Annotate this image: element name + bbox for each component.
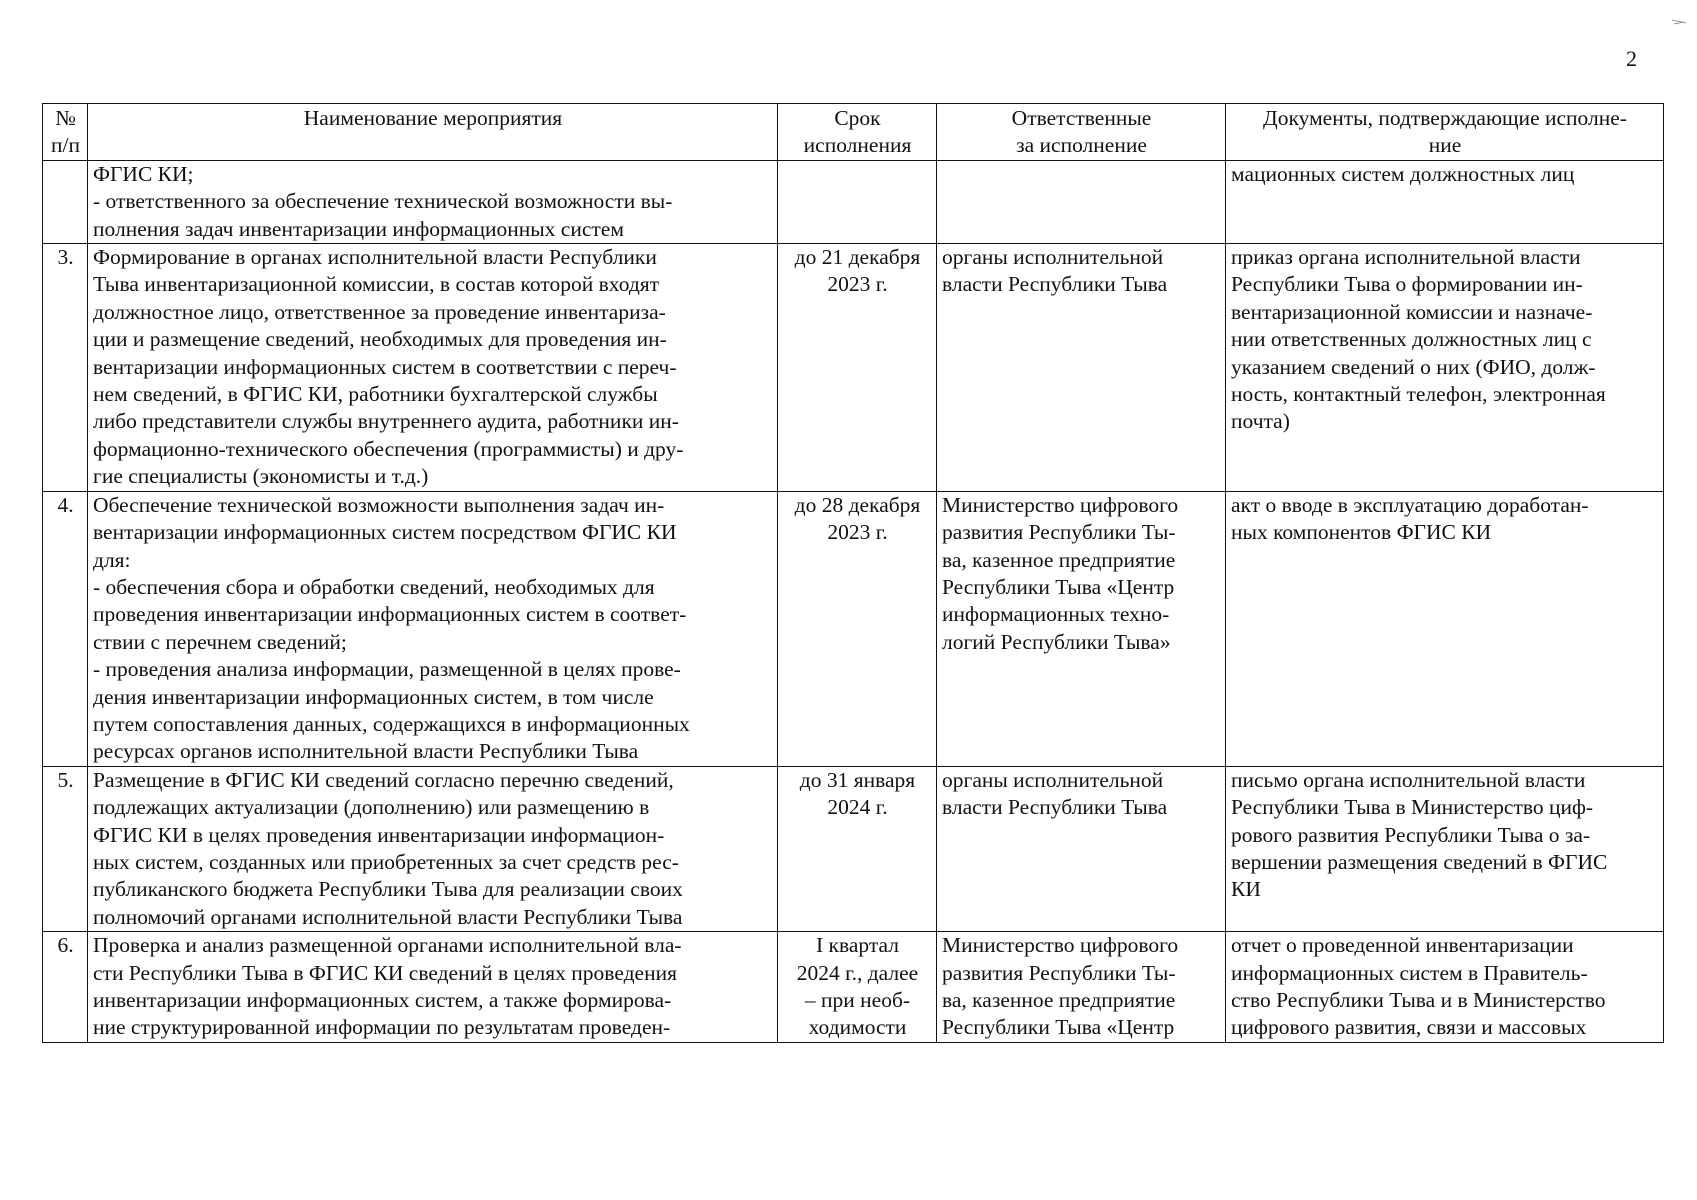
- page-number: 2: [1626, 46, 1637, 71]
- text-line: Республики Тыва «Центр: [942, 574, 1175, 599]
- text-line: Обеспечение технической возможности выполнения задач ин-: [93, 492, 665, 517]
- text-line: сти Республики Тыва в ФГИС КИ сведений в целях проведения: [93, 960, 677, 985]
- header-line: за исполнение: [1016, 133, 1147, 158]
- text-line: ФГИС КИ в целях проведения инвентаризации информацион-: [93, 822, 665, 847]
- header-activity-name: [88, 104, 778, 161]
- text-line: развития Республики Ты-: [942, 520, 1176, 545]
- header-line: ние: [1428, 133, 1462, 158]
- header-deadline: [778, 104, 937, 161]
- text-line: Проверка и анализ размещенной органами исполнительной вла-: [93, 933, 682, 958]
- text-line: почта): [1231, 409, 1290, 434]
- cell-documents: [1226, 160, 1664, 243]
- text-line: 2024 г.: [827, 795, 888, 820]
- text-line: власти Республики Тыва: [942, 795, 1168, 820]
- cell-number: 5.: [43, 766, 88, 931]
- cell-deadline: [778, 491, 937, 766]
- scan-mark: [1672, 18, 1686, 26]
- cell-responsible: [937, 932, 1226, 1043]
- text-line: 2023 г.: [827, 272, 888, 297]
- text-line: отчет о проведенной инвентаризации: [1231, 933, 1574, 958]
- text-line: 2024 г., далее: [796, 960, 919, 985]
- header-line: Наименование мероприятия: [303, 106, 563, 130]
- text-line: дения инвентаризации информационных систем, в том числе: [93, 684, 654, 709]
- header-line: Документы, подтверждающие исполне-: [1263, 106, 1627, 130]
- cell-responsible: [937, 766, 1226, 931]
- text-line: – при необ-: [804, 988, 911, 1012]
- text-line: проведения инвентаризации информационных систем в соответ-: [93, 602, 687, 627]
- table-row: [43, 766, 1664, 931]
- text-line: Формирование в органах исполнительной власти Республики: [93, 245, 657, 270]
- text-line: власти Республики Тыва: [942, 272, 1168, 297]
- text-line: ность, контактный телефон, электронная: [1231, 382, 1606, 407]
- header-line: п/п: [51, 133, 80, 158]
- text-line: либо представители службы внутреннего аудита, работники ин-: [93, 409, 679, 434]
- text-line: 2023 г.: [827, 520, 888, 545]
- cell-deadline: [778, 932, 937, 1043]
- cell-documents: [1226, 932, 1664, 1043]
- text-line: Республики Тыва «Центр: [942, 1015, 1175, 1040]
- text-line: Республики Тыва о формировании ин-: [1231, 272, 1583, 297]
- text-line: КИ: [1231, 877, 1261, 902]
- text-line: Республики Тыва в Министерство циф-: [1231, 795, 1594, 820]
- text-line: ных систем, созданных или приобретенных за счет средств рес-: [93, 849, 679, 874]
- cell-documents: [1226, 491, 1664, 766]
- text-line: органы исполнительной: [942, 245, 1164, 270]
- text-line: - проведения анализа информации, размещенной в целях прове-: [93, 657, 681, 682]
- text-line: должностное лицо, ответственное за проведение инвентариза-: [93, 299, 666, 324]
- text-line: ходимости: [808, 1015, 907, 1040]
- header-documents: [1226, 104, 1664, 161]
- cell-responsible: [937, 160, 1226, 243]
- text-line: Тыва инвентаризационной комиссии, в состав которой входят: [93, 272, 660, 297]
- header-line: Ответственные: [1011, 106, 1152, 130]
- text-line: ствии с перечнем сведений;: [93, 629, 347, 654]
- cell-responsible: [937, 244, 1226, 492]
- table-row: [43, 932, 1664, 1043]
- table-row: [43, 160, 1664, 243]
- text-line: нии ответственных должностных лиц с: [1231, 327, 1592, 352]
- header-number: [43, 104, 88, 161]
- text-line: рового развития Республики Тыва о за-: [1231, 822, 1591, 847]
- text-line: инвентаризации информационных систем, а также формирова-: [93, 988, 672, 1012]
- text-line: нем сведений, в ФГИС КИ, работники бухгалтерской службы: [93, 382, 658, 407]
- text-line: Министерство цифрового: [942, 933, 1179, 958]
- text-line: логий Республики Тыва»: [942, 629, 1171, 654]
- text-line: путем сопоставления данных, содержащихся в информационных: [93, 711, 690, 736]
- text-line: ции и размещение сведений, необходимых для проведения ин-: [93, 327, 667, 352]
- text-line: органы исполнительной: [942, 767, 1164, 792]
- text-line: полномочий органами исполнительной власти Республики Тыва: [93, 904, 683, 929]
- text-line: полнения задач инвентаризации информационных систем: [93, 216, 624, 241]
- text-line: - ответственного за обеспечение технической возможности вы-: [93, 189, 673, 214]
- activities-table: [42, 103, 1664, 1043]
- text-line: гие специалисты (экономисты и т.д.): [93, 464, 429, 489]
- text-line: вентаризации информационных систем посредством ФГИС КИ: [93, 520, 677, 545]
- cell-activity-name: [88, 244, 778, 492]
- text-line: приказ органа исполнительной власти: [1231, 245, 1581, 270]
- text-line: подлежащих актуализации (дополнению) или размещению в: [93, 795, 650, 820]
- text-line: Размещение в ФГИС КИ сведений согласно перечню сведений,: [93, 767, 674, 792]
- text-line: до 21 декабря: [794, 245, 921, 270]
- text-line: до 31 января: [799, 767, 916, 792]
- text-line: информационных техно-: [942, 602, 1170, 627]
- table-header-row: [43, 104, 1664, 161]
- text-line: письмо органа исполнительной власти: [1231, 767, 1586, 792]
- text-line: ных компонентов ФГИС КИ: [1231, 520, 1492, 545]
- text-line: информационных систем в Правитель-: [1231, 960, 1588, 985]
- text-line: Министерство цифрового: [942, 492, 1179, 517]
- cell-documents: [1226, 766, 1664, 931]
- cell-activity-name: [88, 491, 778, 766]
- header-line: №: [55, 106, 76, 130]
- text-line: ресурсах органов исполнительной власти Республики Тыва: [93, 739, 639, 764]
- cell-number: 4.: [43, 491, 88, 766]
- text-line: акт о вводе в эксплуатацию доработан-: [1231, 492, 1589, 517]
- text-line: для:: [93, 547, 131, 572]
- text-line: вершении размещения сведений в ФГИС: [1231, 849, 1608, 874]
- text-line: ние структурированной информации по результатам проведен-: [93, 1015, 671, 1040]
- text-line: до 28 декабря: [794, 492, 921, 517]
- cell-documents: [1226, 244, 1664, 492]
- cell-activity-name: [88, 160, 778, 243]
- text-line: формационно-технического обеспечения (программисты) и дру-: [93, 436, 684, 461]
- text-line: цифрового развития, связи и массовых: [1231, 1015, 1587, 1040]
- table-row: [43, 244, 1664, 492]
- cell-deadline: [778, 766, 937, 931]
- text-line: ство Республики Тыва и в Министерство: [1231, 988, 1606, 1012]
- header-responsible: [937, 104, 1226, 161]
- text-line: мационных систем должностных лиц: [1231, 161, 1575, 186]
- table-row: [43, 491, 1664, 766]
- cell-deadline: [778, 160, 937, 243]
- text-line: ва, казенное предприятие: [942, 988, 1176, 1012]
- cell-activity-name: [88, 766, 778, 931]
- cell-activity-name: [88, 932, 778, 1043]
- text-line: ва, казенное предприятие: [942, 547, 1176, 572]
- cell-number: [43, 160, 88, 243]
- cell-deadline: [778, 244, 937, 492]
- text-line: публиканского бюджета Республики Тыва для реализации своих: [93, 877, 683, 902]
- header-line: Срок: [834, 106, 881, 130]
- table-body: [43, 160, 1664, 1042]
- text-line: ФГИС КИ;: [93, 161, 194, 186]
- header-line: исполнения: [803, 133, 912, 158]
- text-line: - обеспечения сбора и обработки сведений, необходимых для: [93, 574, 655, 599]
- text-line: I квартал: [816, 933, 899, 958]
- text-line: вентаризационной комиссии и назначе-: [1231, 299, 1593, 324]
- cell-number: 3.: [43, 244, 88, 492]
- text-line: указанием сведений о них (ФИО, долж-: [1231, 354, 1596, 379]
- text-line: развития Республики Ты-: [942, 960, 1176, 985]
- text-line: вентаризации информационных систем в соответствии с переч-: [93, 354, 677, 379]
- cell-responsible: [937, 491, 1226, 766]
- cell-number: 6.: [43, 932, 88, 1043]
